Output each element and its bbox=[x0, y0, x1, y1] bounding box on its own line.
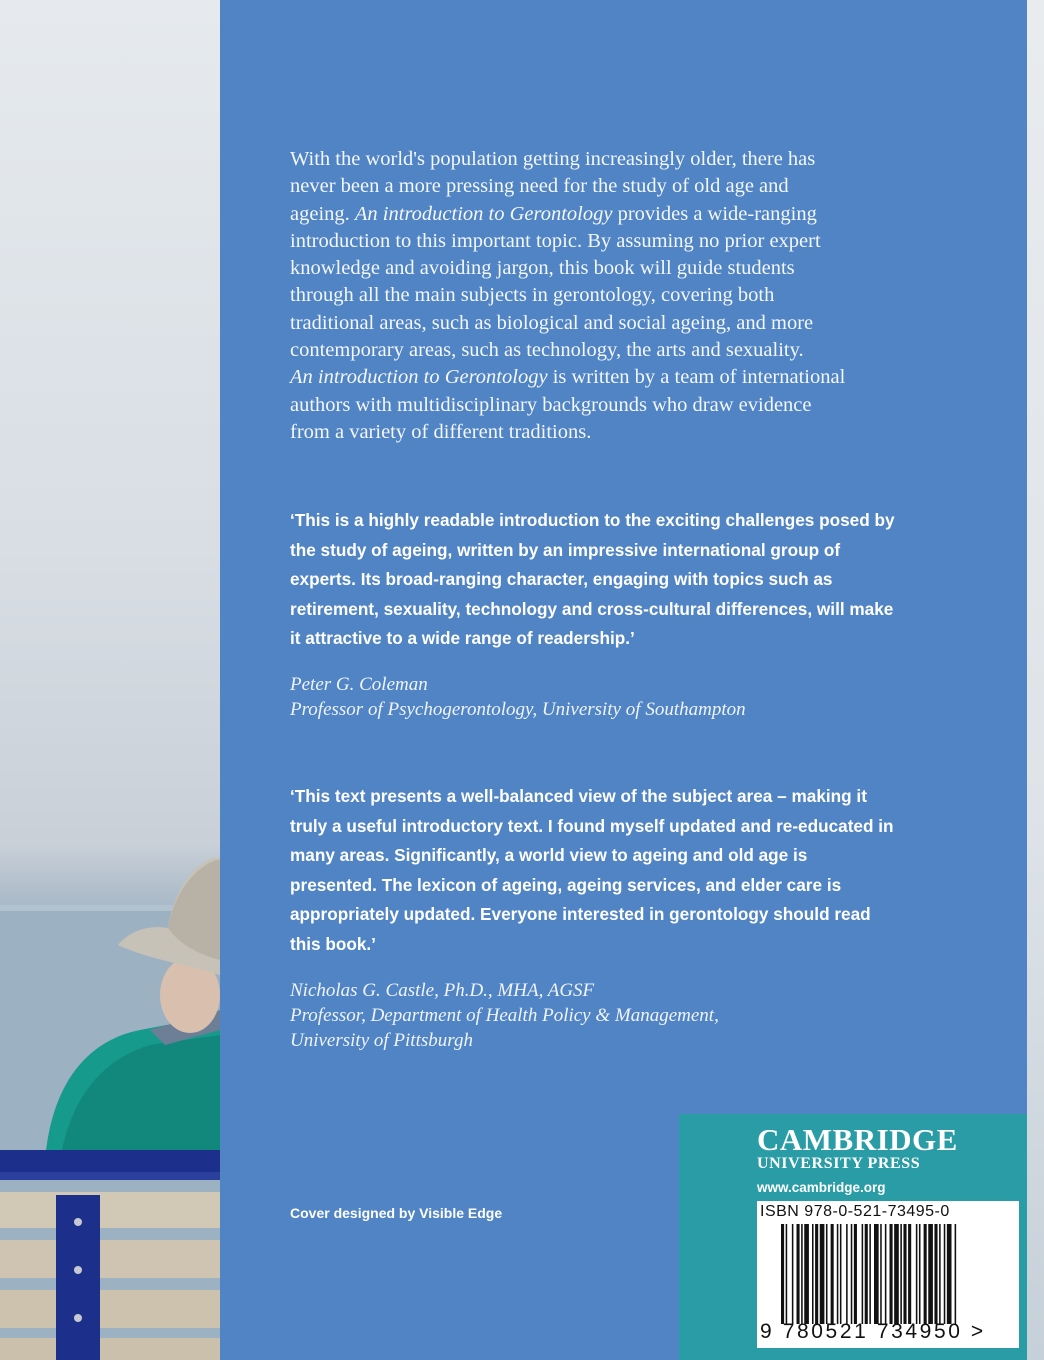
book-title-italic: An introduction to Gerontology bbox=[354, 202, 613, 225]
barcode-bar bbox=[815, 1224, 818, 1324]
blurb-text: provides a wide-ranging bbox=[612, 202, 817, 225]
blurb-line bbox=[290, 201, 970, 228]
reviewer-name: Peter G. Coleman bbox=[290, 674, 428, 695]
quote-line: it attractive to a wide range of readership.’ bbox=[290, 628, 635, 648]
reviewer-castle bbox=[290, 978, 719, 1053]
quote-line: the study of ageing, written by an impressive international group of bbox=[290, 539, 841, 560]
quote-line: experts. Its broad-ranging character, engaging with topics such as bbox=[290, 569, 833, 589]
blurb-line: With the world's population getting increasingly older, there has bbox=[290, 148, 816, 170]
blurb-line: introduction to this important topic. By assuming no prior expert bbox=[290, 229, 821, 252]
quote-line: ‘This text presents a well-balanced view of the subject area – making it bbox=[290, 786, 867, 806]
blurb-line bbox=[290, 364, 970, 391]
quote-line: many areas. Significantly, a world view to ageing and old age is bbox=[290, 845, 808, 865]
barcode-bar bbox=[792, 1224, 794, 1324]
barcode-bar bbox=[894, 1224, 899, 1324]
barcode-bar bbox=[947, 1224, 952, 1324]
barcode-bar bbox=[934, 1224, 937, 1324]
barcode-bar bbox=[869, 1224, 871, 1324]
review-quote-castle bbox=[290, 782, 980, 959]
barcode-bar bbox=[837, 1224, 839, 1324]
barcode-bar bbox=[797, 1224, 800, 1324]
quote-line: ‘This is a highly readable introduction to the exciting challenges posed by bbox=[290, 510, 895, 530]
blurb-text: ageing. bbox=[290, 202, 355, 225]
barcode-bar bbox=[885, 1224, 887, 1324]
blurb-line: through all the main subjects in gerontology, covering both bbox=[290, 284, 775, 307]
barcode-bar bbox=[840, 1224, 842, 1324]
reviewer-name: Nicholas G. Castle, Ph.D., MHA, AGSF bbox=[290, 980, 595, 1001]
quote-line: presented. The lexicon of ageing, ageing services, and elder care is bbox=[290, 874, 842, 895]
isbn-text: ISBN 978-0-521-73495-0 bbox=[760, 1203, 950, 1220]
barcode-bar bbox=[903, 1224, 906, 1324]
publisher-url: www.cambridge.org bbox=[757, 1180, 886, 1195]
blurb-line: knowledge and avoiding jargon, this book will guide students bbox=[290, 257, 795, 280]
reviewer-role: Professor, Department of Health Policy & Management, bbox=[290, 1005, 719, 1026]
barcode-bar bbox=[831, 1224, 834, 1324]
photo-illustration bbox=[0, 0, 220, 1360]
barcode-bar bbox=[880, 1224, 882, 1324]
barcode-bar bbox=[786, 1224, 788, 1324]
publisher-name: CAMBRIDGE bbox=[757, 1122, 958, 1157]
barcode-bar bbox=[862, 1224, 864, 1324]
right-photo-strip bbox=[1027, 0, 1044, 1360]
barcode-bar bbox=[916, 1224, 918, 1324]
quote-line: this book.’ bbox=[290, 933, 376, 954]
quote-line: retirement, sexuality, technology and cross-cultural differences, will make bbox=[290, 598, 894, 619]
barcode-bar bbox=[874, 1224, 879, 1324]
barcode-bar bbox=[944, 1224, 946, 1324]
barcode-bar bbox=[939, 1224, 941, 1324]
barcode-bar bbox=[854, 1224, 857, 1324]
cover-design-credit: Cover designed by Visible Edge bbox=[290, 1205, 503, 1221]
review-quote-coleman bbox=[290, 506, 980, 654]
reviewer-coleman bbox=[290, 672, 746, 722]
barcode-bar bbox=[955, 1224, 957, 1324]
barcode-bar bbox=[908, 1224, 911, 1324]
blurb-line: contemporary areas, such as technology, the arts and sexuality. bbox=[290, 339, 804, 362]
blurb-line: traditional areas, such as biological and social ageing, and more bbox=[290, 311, 814, 334]
barcode-bar bbox=[865, 1224, 868, 1324]
barcode-bar bbox=[900, 1224, 902, 1324]
barcode-bar bbox=[851, 1224, 853, 1324]
barcode-bar bbox=[804, 1224, 809, 1324]
reviewer-affiliation: University of Pittsburgh bbox=[290, 1030, 473, 1051]
blurb-line: never been a more pressing need for the study of old age and bbox=[290, 175, 789, 198]
barcode-bar bbox=[924, 1224, 927, 1324]
publisher-press: UNIVERSITY PRESS bbox=[757, 1155, 921, 1172]
barcode-bar bbox=[781, 1224, 784, 1324]
quote-line: truly a useful introductory text. I found myself updated and re-educated in bbox=[290, 815, 894, 836]
barcode-bar bbox=[890, 1224, 893, 1324]
barcode-bar bbox=[826, 1224, 828, 1324]
book-description bbox=[290, 146, 970, 446]
barcode-bar bbox=[820, 1224, 825, 1324]
barcode-bars bbox=[779, 1224, 1019, 1324]
barcode-bar bbox=[928, 1224, 933, 1324]
quote-line: appropriately updated. Everyone interested in gerontology should read bbox=[290, 904, 871, 924]
reviewer-role: Professor of Psychogerontology, University of Southampton bbox=[290, 699, 746, 720]
blurb-line: authors with multidisciplinary backgrounds who draw evidence bbox=[290, 393, 812, 416]
barcode-bar bbox=[812, 1224, 814, 1324]
barcode-bar bbox=[919, 1224, 921, 1324]
cover-photo-elderly-man-on-bench bbox=[0, 0, 220, 1360]
barcode-bar bbox=[801, 1224, 803, 1324]
barcode-digits: 9 780521 734950 > bbox=[760, 1320, 986, 1343]
blurb-line: from a variety of different traditions. bbox=[290, 420, 592, 443]
barcode-bar bbox=[846, 1224, 848, 1324]
book-title-italic: An introduction to Gerontology bbox=[290, 366, 548, 389]
blurb-text: is written by a team of international bbox=[547, 366, 846, 389]
